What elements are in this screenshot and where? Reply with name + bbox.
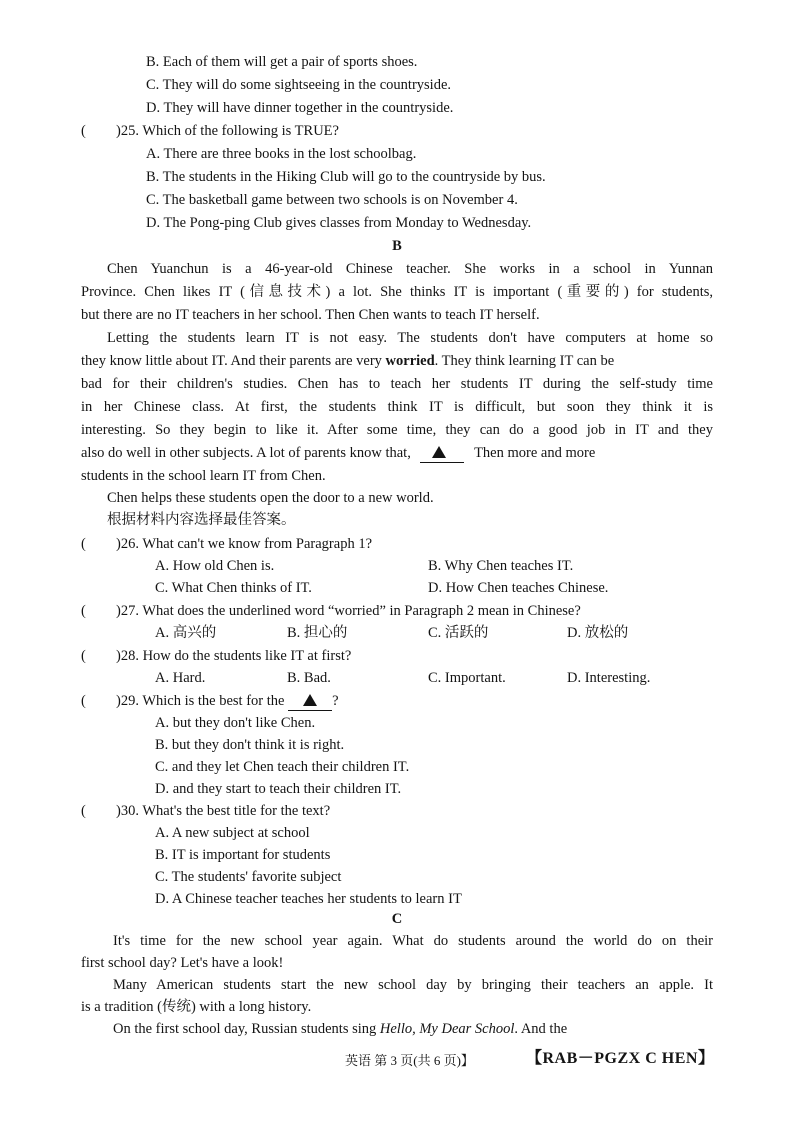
passage-text: also do well in other subjects. A lot of parents know that, xyxy=(81,445,411,461)
q29-option-d: D. and they start to teach their children IT. xyxy=(155,781,402,797)
answer-paren: ( xyxy=(81,536,86,552)
triangle-icon xyxy=(303,694,317,706)
q26-option-d: D. How Chen teaches Chinese. xyxy=(428,580,609,596)
q28-option-d: D. Interesting. xyxy=(567,670,651,686)
passage-b-line: Province. Chen likes IT (信息技术) a lot. She thinks IT is important (重要的) for students, xyxy=(81,284,713,300)
answer-paren: ( xyxy=(81,123,86,139)
q25-option-d: D. The Pong-ping Club gives classes from Monday to Wednesday. xyxy=(146,215,532,231)
passage-c-line: Many American students start the new school day by bringing their teachers an apple. It xyxy=(113,977,713,993)
section-b-heading: B xyxy=(392,238,402,254)
q29-option-b: B. but they don't think it is right. xyxy=(155,737,345,753)
q30-option-c: C. The students' favorite subject xyxy=(155,869,342,885)
passage-c-line: is a tradition (传统) with a long history. xyxy=(81,999,312,1015)
answer-blank xyxy=(420,444,464,463)
section-c-heading: C xyxy=(391,911,403,927)
q27-option-d: D. 放松的 xyxy=(567,625,629,641)
question-text: ? xyxy=(332,693,339,709)
passage-b-line: Chen helps these students open the door to a new world. xyxy=(107,490,434,506)
passage-c-line xyxy=(113,1020,713,1038)
q28-option-b: B. Bad. xyxy=(287,670,331,686)
passage-b-line: Letting the students learn IT is not easy. The students don't have computers at home so xyxy=(107,330,713,346)
q29-option-a: A. but they don't like Chen. xyxy=(155,715,316,731)
q26-option-a: A. How old Chen is. xyxy=(155,558,275,574)
paper-code: 【RAB－PGZX C HEN】 xyxy=(526,1050,715,1067)
question-27-stem: )27. What does the underlined word “worried” in Paragraph 2 mean in Chinese? xyxy=(116,603,581,619)
passage-b-line: Chen Yuanchun is a 46-year-old Chinese teacher. She works in a school in Yunnan xyxy=(107,261,713,277)
question-28-stem: )28. How do the students like IT at first? xyxy=(116,648,352,664)
q30-option-b: B. IT is important for students xyxy=(155,847,331,863)
q26-option-c: C. What Chen thinks of IT. xyxy=(155,580,312,596)
answer-blank xyxy=(288,692,332,711)
q27-option-a: A. 高兴的 xyxy=(155,625,217,641)
q24-option-d: D. They will have dinner together in the countryside. xyxy=(146,100,454,116)
q25-option-c: C. The basketball game between two schools is on November 4. xyxy=(146,192,518,208)
q27-option-b: B. 担心的 xyxy=(287,625,348,641)
passage-b-line: bad for their children's studies. Chen has to teach her students IT during the self-study time xyxy=(81,376,713,392)
question-text: )29. Which is the best for the xyxy=(116,693,285,709)
q24-option-c: C. They will do some sightseeing in the countryside. xyxy=(146,77,452,93)
answer-paren: ( xyxy=(81,693,86,709)
question-25-stem: )25. Which of the following is TRUE? xyxy=(116,123,339,139)
passage-text: Then more and more xyxy=(474,445,596,461)
q27-option-c: C. 活跃的 xyxy=(428,625,489,641)
answer-paren: ( xyxy=(81,603,86,619)
q28-option-c: C. Important. xyxy=(428,670,506,686)
answer-paren: ( xyxy=(81,803,86,819)
q25-option-a: A. There are three books in the lost schoolbag. xyxy=(146,146,417,162)
q29-option-c: C. and they let Chen teach their children IT. xyxy=(155,759,410,775)
question-29-stem xyxy=(116,692,339,711)
passage-b-line xyxy=(81,444,713,463)
passage-c-line: It's time for the new school year again. What do students around the world do on their xyxy=(113,933,713,949)
passage-text: they know little about IT. And their parents are very xyxy=(81,353,382,369)
question-26-stem: )26. What can't we know from Paragraph 1? xyxy=(116,536,373,552)
answer-paren: ( xyxy=(81,648,86,664)
passage-text: On the first school day, Russian students sing xyxy=(113,1021,377,1037)
q25-option-b: B. The students in the Hiking Club will go to the countryside by bus. xyxy=(146,169,546,185)
underlined-word-worried: worried xyxy=(385,353,435,369)
passage-text: . They think learning IT can be xyxy=(434,353,615,369)
passage-c-line: first school day? Let's have a look! xyxy=(81,955,284,971)
passage-text: . And the xyxy=(514,1021,568,1037)
passage-b-line xyxy=(81,352,713,370)
q26-option-b: B. Why Chen teaches IT. xyxy=(428,558,574,574)
q24-option-b: B. Each of them will get a pair of sports shoes. xyxy=(146,54,418,70)
instruction-text: 根据材料内容选择最佳答案。 xyxy=(107,512,296,528)
q30-option-a: A. A new subject at school xyxy=(155,825,310,841)
song-title: Hello, My Dear School xyxy=(379,1021,515,1037)
passage-b-line: in her Chinese class. At first, the students think IT is difficult, but soon they think it is xyxy=(81,399,713,415)
question-30-stem: )30. What's the best title for the text? xyxy=(116,803,331,819)
triangle-icon xyxy=(432,446,446,458)
page-number: 英语 第 3 页(共 6 页)】 xyxy=(345,1053,474,1068)
passage-b-line: students in the school learn IT from Chen. xyxy=(81,468,326,484)
passage-b-line: but there are no IT teachers in her school. Then Chen wants to teach IT herself. xyxy=(81,307,540,323)
q28-option-a: A. Hard. xyxy=(155,670,206,686)
passage-b-line: interesting. So they begin to like it. After some time, they can do a good job in IT and they xyxy=(81,422,713,438)
q30-option-d: D. A Chinese teacher teaches her students to learn IT xyxy=(155,891,462,907)
